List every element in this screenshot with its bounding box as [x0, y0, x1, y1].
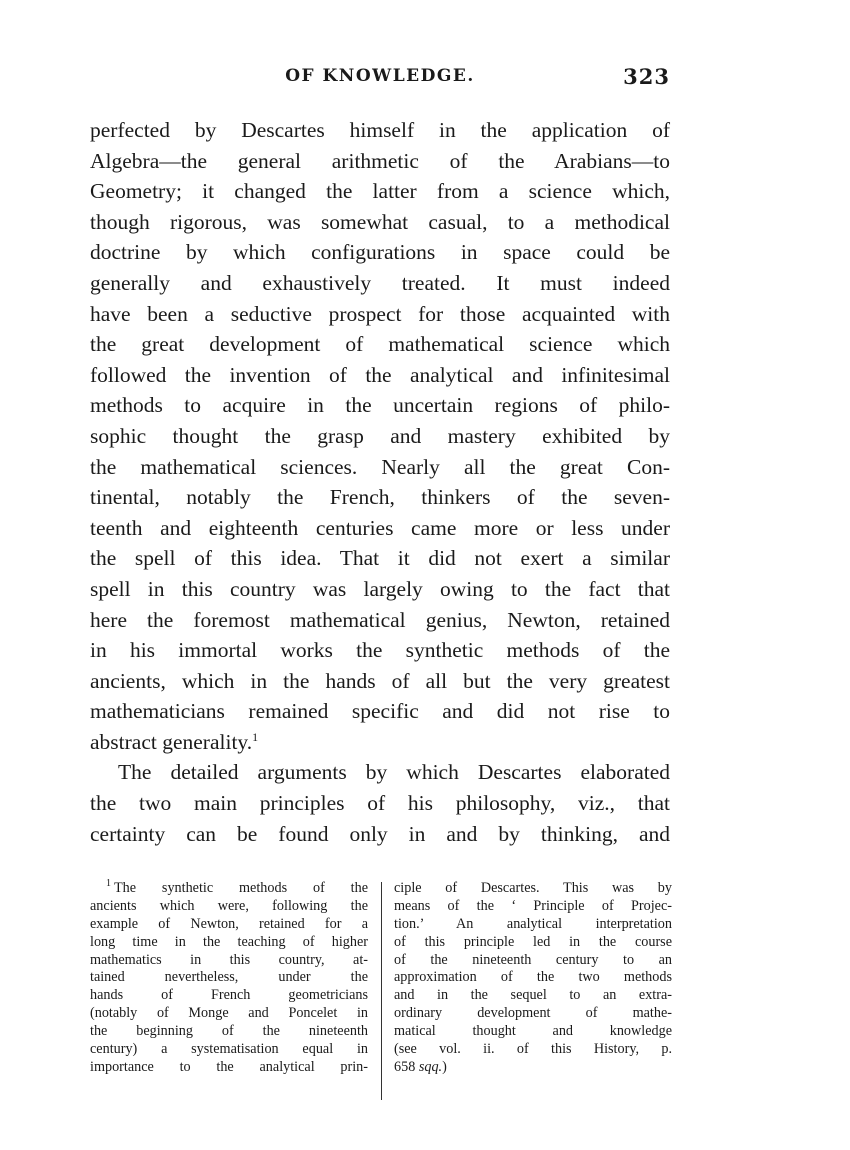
text-line: the spell of this idea. That it did not exert a similar	[90, 546, 670, 571]
text-line: certainty can be found only in and by thinking, and	[90, 821, 670, 846]
footnote-line: tained nevertheless, under the	[90, 969, 368, 986]
text-line: Algebra—the general arithmetic of the Arabians—to	[90, 148, 670, 173]
text-line: tinental, notably the French, thinkers of the seven-	[90, 485, 670, 510]
footnote-line: importance to the analytical prin-	[90, 1058, 368, 1075]
text-line: the mathematical sciences. Nearly all the great Con-	[90, 454, 670, 479]
footnote-line: $^1$ The synthetic methods of the	[106, 878, 368, 896]
footnote-mark: 1	[106, 878, 111, 890]
text-line: perfected by Descartes himself in the application of	[90, 118, 670, 142]
footnote-line: approximation of the two methods	[394, 969, 672, 986]
text-line: followed the invention of the analytical and infinitesimal	[90, 362, 670, 387]
text-line: the great development of mathematical science which	[90, 332, 670, 357]
footnote-line: matical thought and knowledge	[394, 1023, 672, 1040]
text-line: Geometry; it changed the latter from a science which,	[90, 179, 670, 204]
paragraph-start-line: The detailed arguments by which Descartes elaborated	[118, 760, 670, 785]
footnote-line: mathematics in this country, at-	[90, 951, 368, 968]
footnote-last-line: 658 sqq.)	[394, 1058, 447, 1075]
footnote-line: of the nineteenth century to an	[394, 951, 672, 968]
footnote-line: century) a systematisation equal in	[90, 1041, 368, 1058]
footnote-line: the beginning of the nineteenth	[90, 1023, 368, 1040]
footnote-reference: 1	[252, 729, 259, 744]
running-title: OF KNOWLEDGE.	[285, 66, 475, 86]
text-line: the two main principles of his philosophy, viz., that	[90, 791, 670, 816]
footnote-line: ancients which were, following the	[90, 897, 368, 914]
running-head	[90, 66, 670, 92]
text-line: teenth and eighteenth centuries came more or less under	[90, 515, 670, 540]
footnote-column-divider	[381, 882, 382, 1100]
text-line: abstract generality.	[90, 729, 253, 754]
footnote-line: example of Newton, retained for a	[90, 915, 368, 932]
text-line: methods to acquire in the uncertain regions of philo-	[90, 393, 670, 418]
footnote-line: (see vol. ii. of this History, p.	[394, 1041, 672, 1058]
text-line-with-footnote-ref	[90, 727, 670, 758]
footnote-line: long time in the teaching of higher	[90, 933, 368, 950]
text-line: mathematicians remained specific and did not rise to	[90, 699, 670, 724]
footnote-line: (notably of Monge and Poncelet in	[90, 1005, 368, 1022]
text-line: though rigorous, was somewhat casual, to a methodical	[90, 209, 670, 234]
footnote-line: of this principle led in the course	[394, 933, 672, 950]
footnote-line: ordinary development of mathe-	[394, 1005, 672, 1022]
text-line: in his immortal works the synthetic methods of the	[90, 638, 670, 663]
footnote-left-column	[90, 880, 368, 1077]
footnote-line: tion.’ An analytical interpretation	[394, 915, 672, 932]
body-text	[90, 115, 670, 849]
text-line: sophic thought the grasp and mastery exhibited by	[90, 423, 670, 448]
footnote-right-column	[394, 880, 672, 1077]
footnote-line: and in the sequel to an extra-	[394, 987, 672, 1004]
footnote-line: means of the ‘ Principle of Projec-	[394, 897, 672, 914]
page-number: 323	[623, 64, 670, 89]
text-line: doctrine by which configurations in space could be	[90, 240, 670, 265]
text-line: generally and exhaustively treated. It must indeed	[90, 270, 670, 295]
footnote-italic-abbrev: sqq.	[418, 1058, 443, 1075]
footnote-line: ciple of Descartes. This was by	[394, 880, 672, 896]
text-line: have been a seductive prospect for those acquainted with	[90, 301, 670, 326]
text-line: spell in this country was largely owing to the fact that	[90, 576, 670, 601]
text-line: ancients, which in the hands of all but the very greatest	[90, 668, 670, 693]
text-line: here the foremost mathematical genius, Newton, retained	[90, 607, 670, 632]
footnote-line: hands of French geometricians	[90, 987, 368, 1004]
